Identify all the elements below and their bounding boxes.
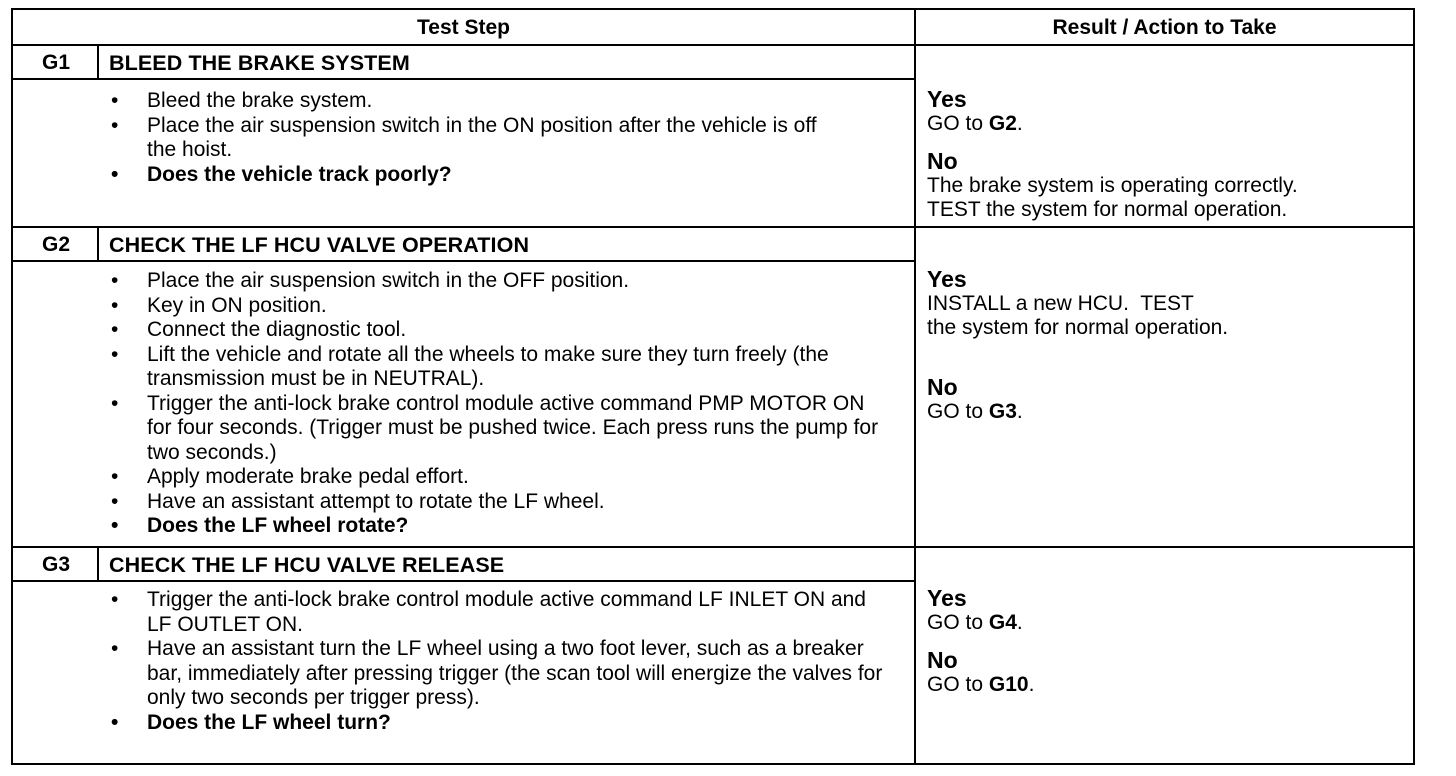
instruction-item: • Connect the diagnostic tool. [13,318,913,343]
step-id-g3: G3 [41,553,70,576]
result-yes-line: INSTALL a new HCU. TEST [927,292,1194,315]
instruction-item: • Trigger the anti-lock brake control module active command PMP MOTOR ON for four seconds. (Trigger must be pushed twice. Each press runs the pump for two seconds.) [13,392,913,466]
instruction-item: • Have an assistant attempt to rotate the LF wheel. [13,490,913,515]
step-id-g2: G2 [41,233,70,256]
result-yes-label: Yes [927,585,967,611]
instruction-item: • Have an assistant turn the LF wheel using a two foot lever, such as a breaker bar, immediately after pressing trigger (the scan tool will energize the valves for only two seconds per trigger press). [13,637,913,711]
result-no-line: The brake system is operating correctly. [927,174,1298,197]
instruction-question: • Does the LF wheel rotate? [13,514,913,539]
column-divider [914,10,916,763]
instruction-question: • Does the LF wheel turn? [13,711,913,736]
instruction-question: • Does the vehicle track poorly? [13,163,913,188]
step-id-g1: G1 [41,51,70,74]
result-g1 [927,86,1407,222]
result-yes-line: the system for normal operation. [927,316,1229,339]
step-title-g1: BLEED THE BRAKE SYSTEM [109,50,410,75]
result-no-line: TEST the system for normal operation. [927,198,1288,221]
step-g2-instructions [13,269,913,539]
step-g1-instructions [13,89,913,187]
instruction-item: • Lift the vehicle and rotate all the wheels to make sure they turn freely (the transmission must be in NEUTRAL). [13,343,913,392]
result-yes-action: GO to G4. [927,611,1023,634]
result-no-label: No [927,374,958,400]
result-no-action: GO to G10. [927,673,1035,696]
result-yes-label: Yes [927,266,967,292]
result-no-action: GO to G3. [927,400,1023,423]
instruction-item: • Bleed the brake system. [13,89,913,114]
step-title-g2: CHECK THE LF HCU VALVE OPERATION [109,232,530,257]
result-no-label: No [927,647,958,673]
step-title-g3: CHECK THE LF HCU VALVE RELEASE [109,552,505,577]
instruction-item: • Place the air suspension switch in the ON position after the vehicle is off the hoist. [13,114,913,163]
header-test-step: Test Step [417,16,510,39]
instruction-item: • Place the air suspension switch in the OFF position. [13,269,913,294]
result-g2 [927,266,1407,424]
result-yes-label: Yes [927,86,967,112]
header-result-action: Result / Action to Take [1052,16,1277,39]
diagnostic-table [11,8,1415,765]
result-yes-action: GO to G2. [927,112,1023,135]
result-g3 [927,585,1407,697]
instruction-item: • Apply moderate brake pedal effort. [13,465,913,490]
instruction-item: • Trigger the anti-lock brake control module active command LF INLET ON and LF OUTLET ON. [13,588,913,637]
step-g3-instructions [13,588,913,735]
instruction-item: • Key in ON position. [13,294,913,319]
result-no-label: No [927,148,958,174]
